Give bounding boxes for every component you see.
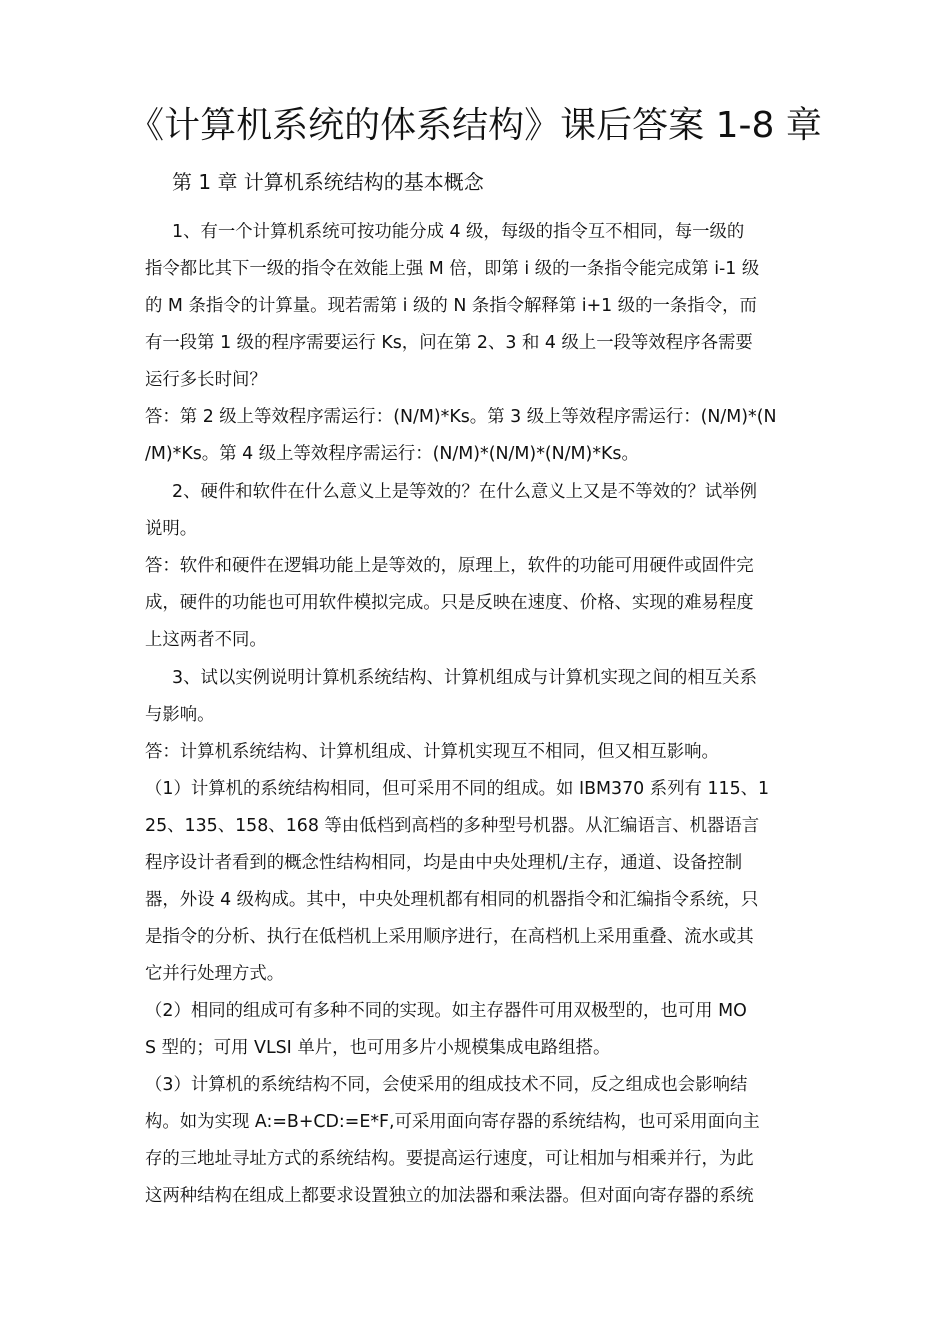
answer-2-line: 上这两者不同。 (145, 630, 267, 650)
question-2-line: 说明。 (145, 519, 198, 539)
answer-1-line: /M)*Ks。第 4 级上等效程序需运行：(N/M)*(N/M)*(N/M)*Ks。 (145, 444, 639, 464)
answer-3-point-3-line: （3）计算机的系统结构不同，会使采用的组成技术不同，反之组成也会影响结 (145, 1075, 748, 1095)
answer-3-point-1-line: 25、135、158、168 等由低档到高档的多种型号机器。从汇编语言、机器语言 (145, 816, 760, 836)
answer-2-line: 答：软件和硬件在逻辑功能上是等效的，原理上，软件的功能可用硬件或固件完 (145, 556, 754, 576)
answer-1-line: 答：第 2 级上等效程序需运行：(N/M)*Ks。第 3 级上等效程序需运行：(N/M)*(N (145, 407, 777, 427)
answer-3-point-3-line: 存的三地址寻址方式的系统结构。要提高运行速度，可让相加与相乘并行，为此 (145, 1149, 754, 1169)
question-1-line: 指令都比其下一级的指令在效能上强 M 倍，即第 i 级的一条指令能完成第 i-1 级 (145, 259, 760, 279)
question-3-line: 3、试以实例说明计算机系统结构、计算机组成与计算机实现之间的相互关系 (172, 668, 757, 688)
question-1-line: 1、有一个计算机系统可按功能分成 4 级，每级的指令互不相同，每一级的 (172, 222, 745, 242)
question-1-line: 有一段第 1 级的程序需要运行 Ks，问在第 2、3 和 4 级上一段等效程序各需要 (145, 333, 753, 353)
answer-3-point-1-line: 程序设计者看到的概念性结构相同，均是由中央处理机/主存，通道、设备控制 (145, 853, 743, 873)
answer-3-line: 答：计算机系统结构、计算机组成、计算机实现互不相同，但又相互影响。 (145, 742, 719, 762)
chapter-heading: 第 1 章 计算机系统结构的基本概念 (172, 170, 484, 194)
document-title: 《计算机系统的体系结构》课后答案 1-8 章 (128, 105, 822, 146)
answer-3-point-3-line: 构。如为实现 A:=B+CD:=E*F,可采用面向寄存器的系统结构，也可采用面向主 (145, 1112, 760, 1132)
answer-3-point-1-line: （1）计算机的系统结构相同，但可采用不同的组成。如 IBM370 系列有 115、1 (145, 779, 770, 799)
question-3-line: 与影响。 (145, 705, 215, 725)
answer-3-point-3-line: 这两种结构在组成上都要求设置独立的加法器和乘法器。但对面向寄存器的系统 (145, 1186, 754, 1206)
answer-2-line: 成，硬件的功能也可用软件模拟完成。只是反映在速度、价格、实现的难易程度 (145, 593, 754, 613)
question-2-line: 2、硬件和软件在什么意义上是等效的？在什么意义上又是不等效的？试举例 (172, 482, 757, 502)
answer-3-point-2-line: （2）相同的组成可有多种不同的实现。如主存器件可用双极型的，也可用 MO (145, 1001, 747, 1021)
answer-3-point-1-line: 器，外设 4 级构成。其中，中央处理机都有相同的机器指令和汇编指令系统，只 (145, 890, 759, 910)
answer-3-point-1-line: 它并行处理方式。 (145, 964, 285, 984)
question-1-line: 运行多长时间？ (145, 370, 267, 390)
question-1-line: 的 M 条指令的计算量。现若需第 i 级的 N 条指令解释第 i+1 级的一条指令，而 (145, 296, 757, 316)
answer-3-point-1-line: 是指令的分析、执行在低档机上采用顺序进行，在高档机上采用重叠、流水或其 (145, 927, 754, 947)
answer-3-point-2-line: S 型的；可用 VLSI 单片，也可用多片小规模集成电路组搭。 (145, 1038, 611, 1058)
